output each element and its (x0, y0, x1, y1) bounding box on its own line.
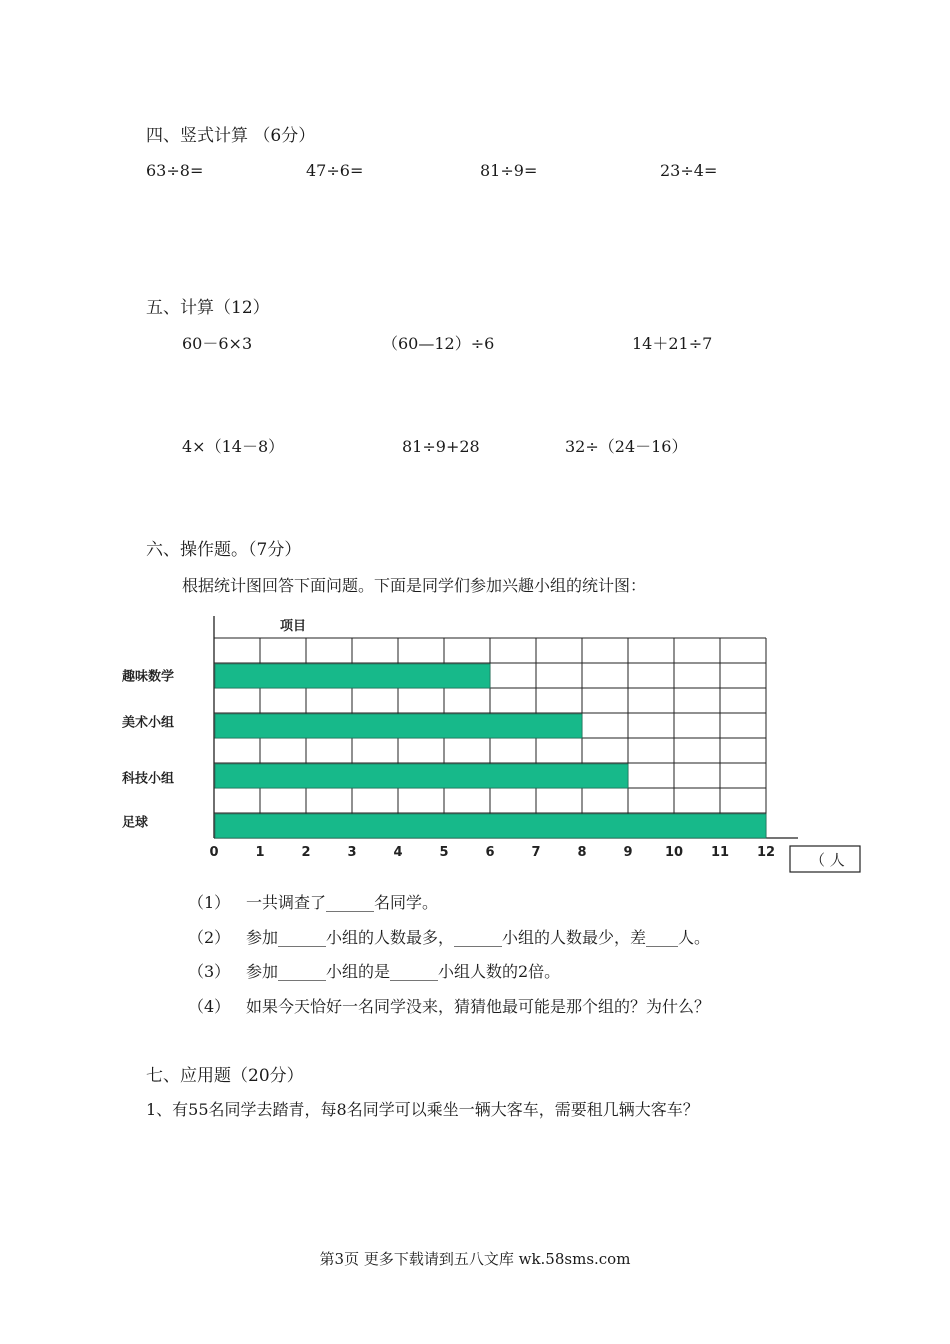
bar (215, 764, 628, 788)
tick-label: 10 (664, 845, 684, 860)
question-text: 如果今天恰好一名同学没来，猜猜他最可能是那个组的？为什么？ (246, 997, 711, 1016)
section6-title: 六、操作题。（7分） (146, 540, 302, 560)
tick-label: 6 (485, 845, 495, 860)
section6-intro: 根据统计图回答下面问题。下面是同学们参加兴趣小组的统计图： (182, 576, 647, 595)
question-number: （2） (188, 928, 231, 947)
calc-problem: 60－6×3 (182, 334, 253, 353)
vertical-calc-problem: 63÷8= (146, 161, 204, 180)
section7-title: 七、应用题（20分） (146, 1066, 304, 1086)
page-footer: 第3页 更多下载请到五八文库 wk.58sms.com (319, 1250, 631, 1268)
tick-label: 3 (347, 845, 357, 860)
vertical-calc-problem: 81÷9= (480, 161, 538, 180)
vertical-calc-problem: 47÷6= (306, 161, 364, 180)
calc-problem: 81÷9+28 (402, 437, 480, 456)
bar (215, 714, 582, 738)
tick-label: 9 (623, 845, 633, 860)
bar (215, 664, 490, 688)
bar-chart (110, 610, 870, 880)
chart-title: 项目 (280, 619, 307, 634)
word-problem: 1、有55名同学去踏青，每8名同学可以乘坐一辆大客车，需要租几辆大客车？ (146, 1100, 699, 1119)
tick-label: 8 (577, 845, 587, 860)
x-axis-unit-label: （ 人 (810, 851, 845, 869)
tick-label: 12 (756, 845, 776, 860)
vertical-calc-problem: 23÷4= (660, 161, 718, 180)
calc-problem: 14＋21÷7 (632, 334, 713, 353)
tick-label: 4 (393, 845, 403, 860)
tick-label: 5 (439, 845, 449, 860)
tick-label: 11 (710, 845, 730, 860)
section4-title: 四、竖式计算 （6分） (146, 126, 316, 146)
calc-problem: 4×（14－8） (182, 437, 285, 456)
tick-label: 0 (209, 845, 219, 860)
bar (215, 814, 766, 838)
bar-chart-svg (110, 610, 870, 880)
category-label: 科技小组 (122, 771, 175, 787)
question-number: （1） (188, 893, 231, 912)
question-text: 参加______小组的是______小组人数的2倍。 (246, 962, 561, 981)
tick-label: 7 (531, 845, 541, 860)
tick-label: 1 (255, 845, 265, 860)
question-number: （3） (188, 962, 231, 981)
calc-problem: 32÷（24－16） (565, 437, 688, 456)
category-label: 足球 (122, 815, 149, 831)
calc-problem: （60—12）÷6 (382, 334, 495, 353)
question-number: （4） (188, 997, 231, 1016)
section5-title: 五、计算（12） (146, 298, 270, 318)
tick-label: 2 (301, 845, 311, 860)
question-text: 参加______小组的人数最多，______小组的人数最少，差____人。 (246, 928, 711, 947)
category-label: 趣味数学 (122, 669, 175, 685)
question-text: 一共调查了______名同学。 (246, 893, 439, 912)
category-label: 美术小组 (122, 715, 175, 731)
